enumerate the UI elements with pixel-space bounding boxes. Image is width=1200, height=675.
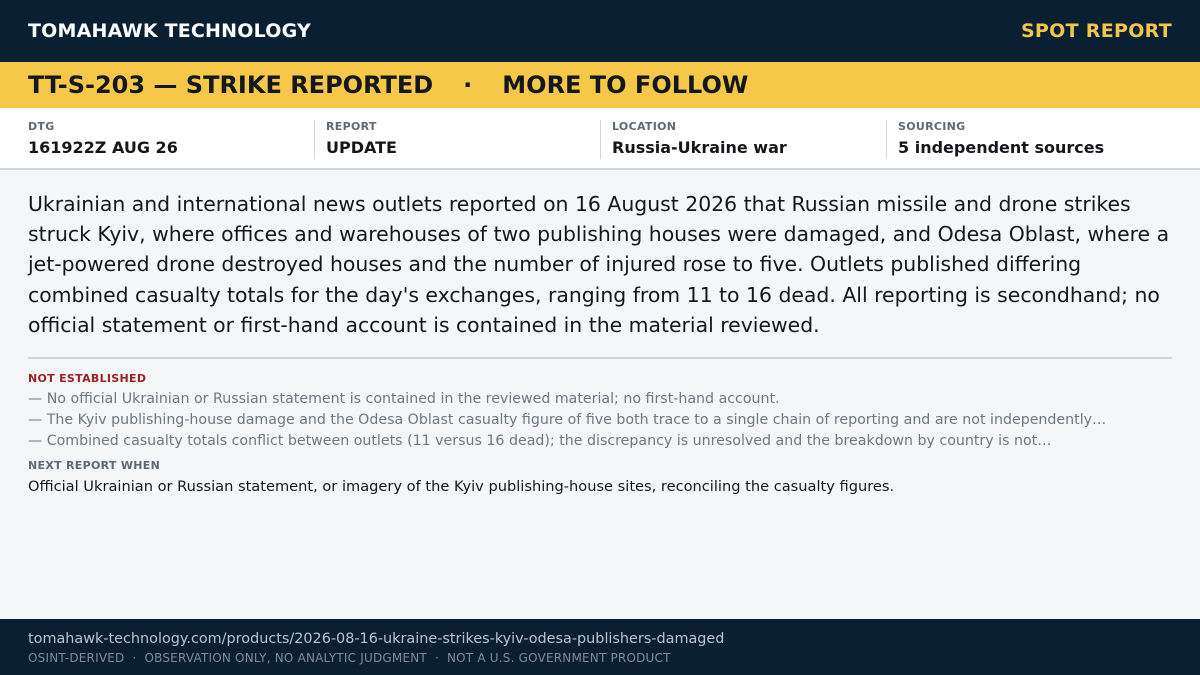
footer-tag: OBSERVATION ONLY, NO ANALYTIC JUDGMENT [144, 651, 427, 665]
headline-title: TT-S-203 — STRIKE REPORTED [28, 71, 434, 99]
top-bar [0, 0, 1200, 62]
meta-label: DTG [28, 120, 55, 133]
list-item: — No official Ukrainian or Russian statement is contained in the reviewed material; no first-hand account. [28, 391, 780, 407]
not-established-list [28, 389, 1172, 452]
footer-tag-separator: · [434, 651, 439, 665]
report-type-label: SPOT REPORT [1020, 20, 1172, 42]
not-established-heading: NOT ESTABLISHED [28, 372, 147, 385]
footer-tag: OSINT-DERIVED [28, 651, 125, 665]
footer-tags [28, 651, 1172, 665]
meta-dtg [28, 120, 314, 159]
meta-sourcing [886, 120, 1172, 159]
next-report-body: Official Ukrainian or Russian statement, or imagery of the Kyiv publishing-house sites, reconciling the casualty figures. [28, 478, 895, 495]
footer-tag-separator: · [132, 651, 137, 665]
meta-value: UPDATE [326, 138, 397, 157]
report-metadata [0, 108, 1200, 170]
footer [0, 619, 1200, 675]
meta-value: 161922Z AUG 26 [28, 138, 178, 157]
meta-value: Russia-Ukraine war [612, 138, 787, 157]
brand-name: TOMAHAWK TECHNOLOGY [28, 20, 311, 42]
next-report-heading: NEXT REPORT WHEN [28, 459, 161, 472]
report-summary: Ukrainian and international news outlets reported on 16 August 2026 that Russian missile and drone strikes struck Kyiv, where offices and warehouses of two publishing houses were damaged, and Odesa Oblast, where a jet-powered drone destroyed houses and the number of injured rose to five. Outlets published differing combined casualty totals for the day's exchanges, ranging from 11 to 16 dead. All reporting is secondhand; no official statement or first-hand account is contained in the material reviewed. [28, 192, 1170, 337]
meta-label: LOCATION [612, 120, 677, 133]
headline-status: MORE TO FOLLOW [502, 71, 749, 99]
meta-label: SOURCING [898, 120, 966, 133]
meta-label: REPORT [326, 120, 377, 133]
meta-value: 5 independent sources [898, 138, 1105, 157]
headline-separator: · [463, 71, 473, 99]
footer-tag: NOT A U.S. GOVERNMENT PRODUCT [446, 651, 671, 665]
meta-report [314, 120, 600, 159]
headline-banner [0, 62, 1200, 108]
list-item: — Combined casualty totals conflict between outlets (11 versus 16 dead); the discrepancy is unresolved and the breakdown by country is not… [28, 433, 1052, 449]
meta-location [600, 120, 886, 159]
section-divider [28, 357, 1172, 359]
list-item: — The Kyiv publishing-house damage and the Odesa Oblast casualty figure of five both trace to a single chain of reporting and are not independently… [28, 412, 1107, 428]
footer-url: tomahawk-technology.com/products/2026-08-16-ukraine-strikes-kyiv-odesa-publishers-damaged [28, 631, 725, 647]
